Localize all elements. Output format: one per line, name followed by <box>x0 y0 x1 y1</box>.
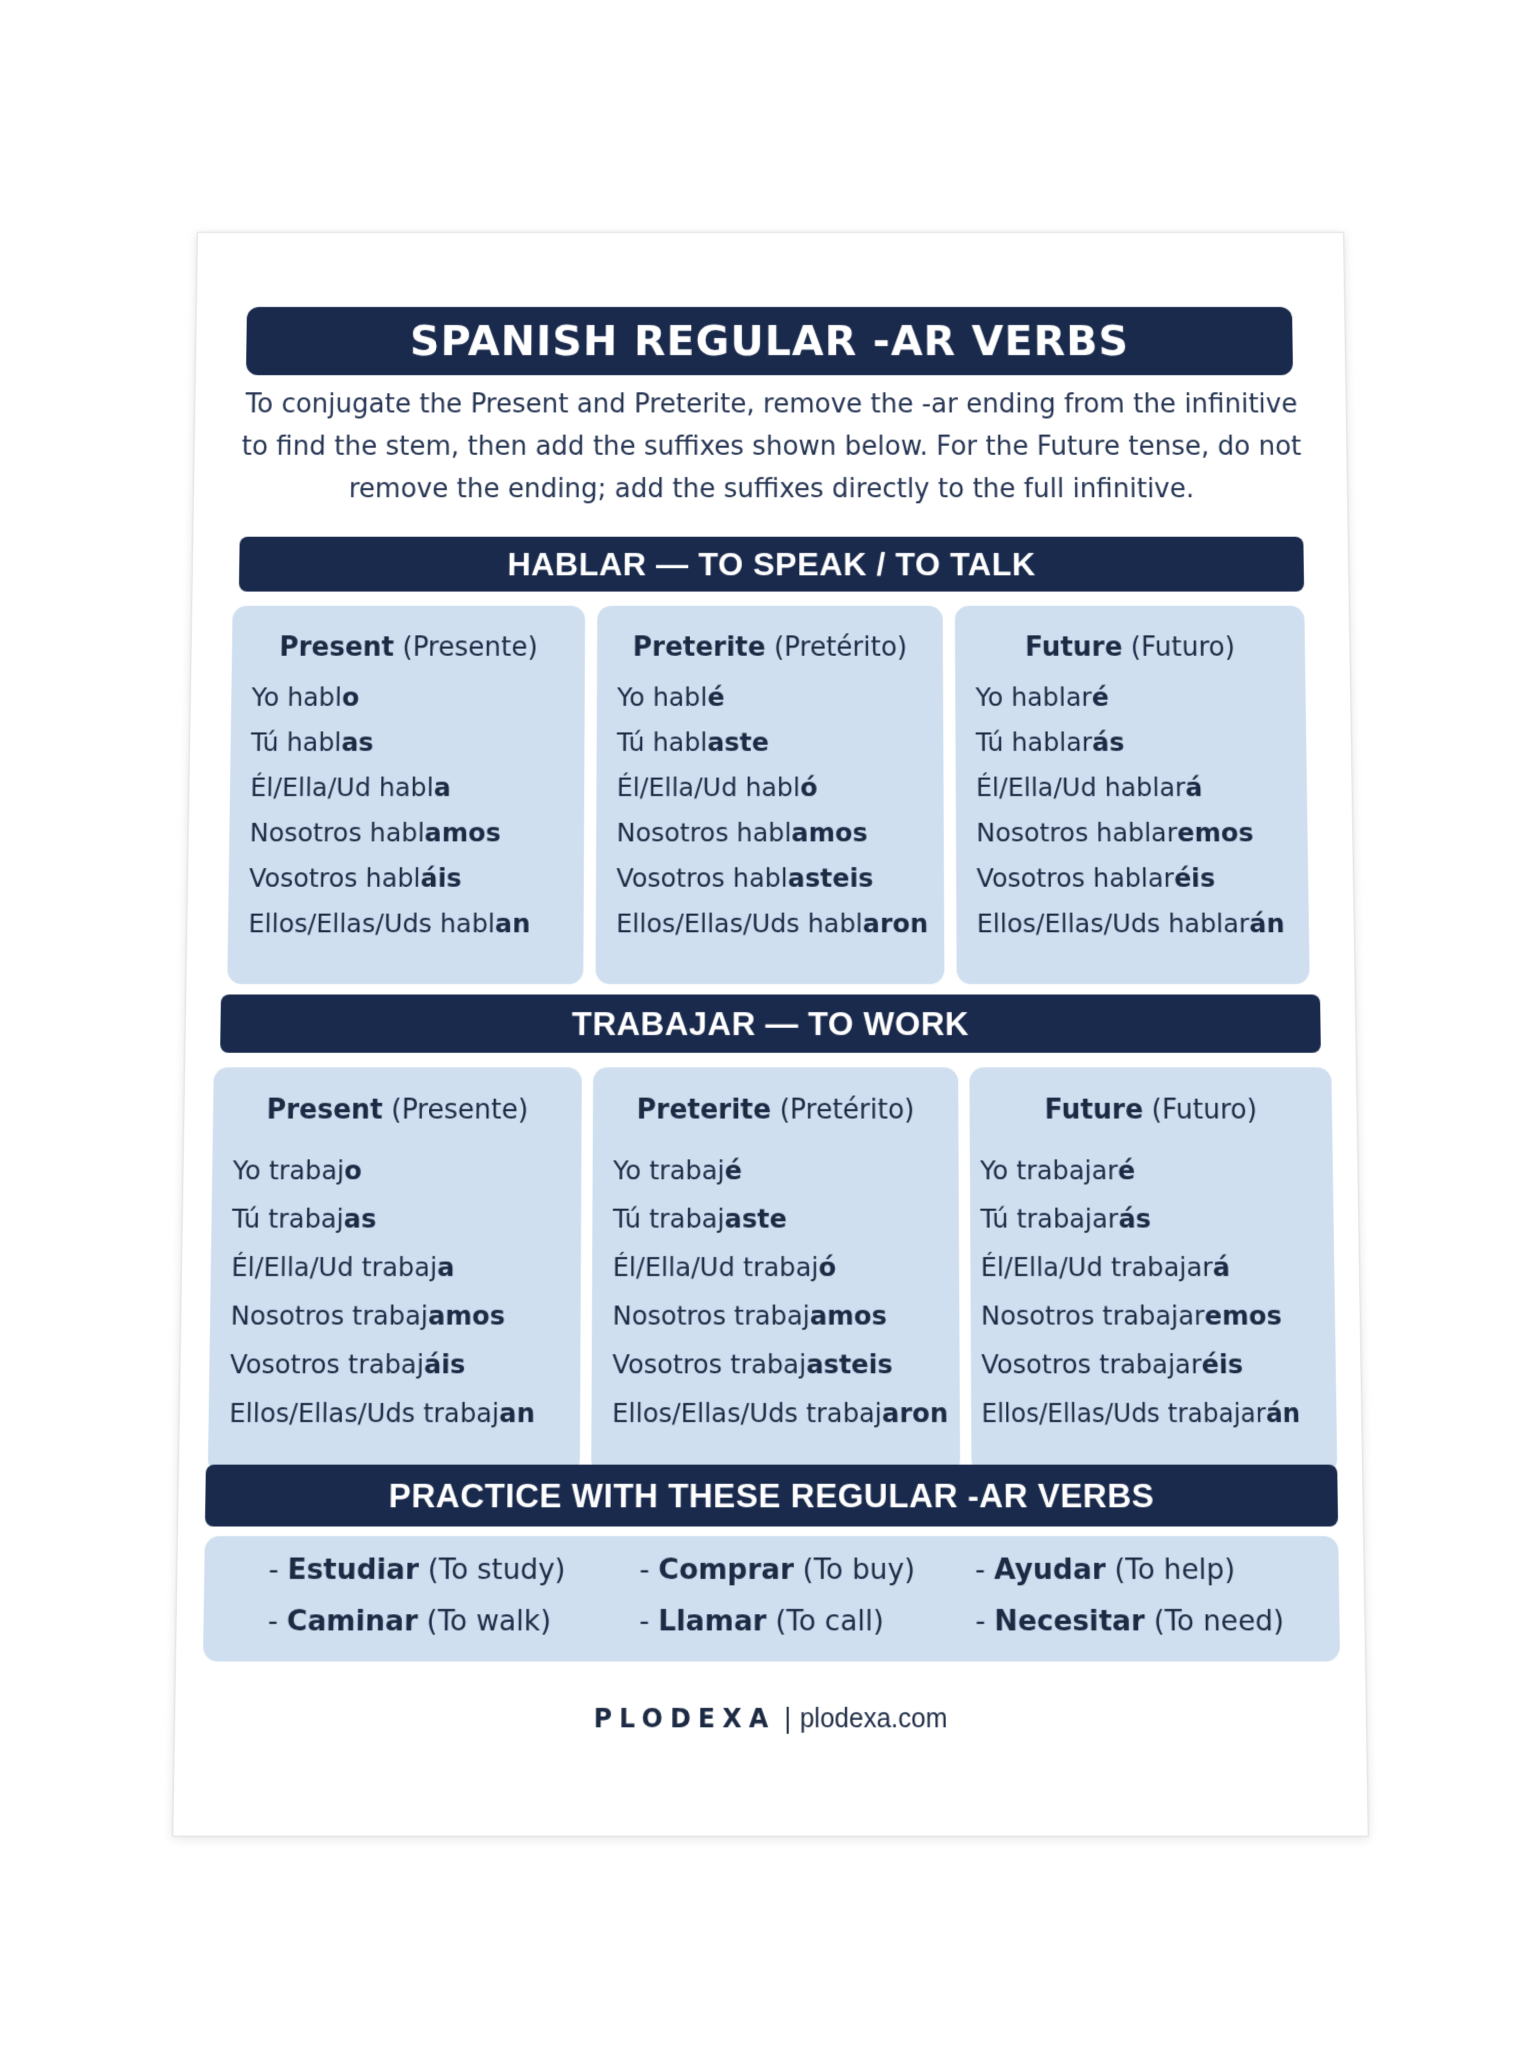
ending: emos <box>1177 817 1254 848</box>
ending: an <box>499 1397 536 1429</box>
ending: aste <box>707 727 769 758</box>
section-title-trabajar: TRABAJAR — TO WORK <box>571 1004 970 1042</box>
conjugation-row <box>617 720 938 765</box>
practice-meaning: (To study) <box>427 1553 566 1587</box>
conjugation-row <box>617 675 937 720</box>
stem: Él/Ella/Ud trabajar <box>980 1251 1214 1283</box>
ending: aron <box>881 1397 949 1429</box>
section-title-practice: PRACTICE WITH THESE REGULAR -AR VERBS <box>388 1475 1155 1515</box>
stem: Nosotros trabaj <box>612 1300 810 1331</box>
conjugation-row <box>976 765 1301 810</box>
ending: é <box>1091 682 1110 712</box>
ending: o <box>344 1155 363 1186</box>
stem: Tú trabajar <box>980 1203 1119 1234</box>
ending: a <box>433 772 452 803</box>
conjugation-row <box>232 1147 575 1195</box>
stem: Yo trabajar <box>980 1155 1119 1186</box>
tense-native-name: (Futuro) <box>1130 632 1236 663</box>
stem: Tú trabaj <box>612 1203 725 1234</box>
stem: Ellos/Ellas/Uds habl <box>616 908 863 939</box>
stem: Tú habl <box>250 727 342 758</box>
section-banner-trabajar <box>220 994 1321 1052</box>
practice-verb: Estudiar <box>287 1553 420 1587</box>
card-trabajar-future <box>969 1067 1337 1474</box>
ending: ás <box>1092 727 1125 758</box>
tense-native-name: (Presente) <box>391 1094 529 1126</box>
conjugation-row <box>981 1243 1329 1291</box>
conjugation-row <box>251 720 579 765</box>
ending: emos <box>1204 1300 1282 1331</box>
practice-item: - Llamar (To call) <box>639 1604 884 1638</box>
tense-heading <box>970 1094 1333 1125</box>
conjugation-row <box>981 1340 1330 1389</box>
conjugation-list <box>229 1147 575 1438</box>
brand-name: PLODEXA <box>593 1703 776 1734</box>
title-banner <box>246 307 1293 375</box>
tense-name: Preterite <box>636 1094 772 1126</box>
practice-item: - Caminar (To walk) <box>267 1604 552 1638</box>
footer <box>175 1704 1366 1735</box>
card-hablar-present <box>227 606 585 984</box>
practice-meaning: (To help) <box>1114 1553 1236 1587</box>
tense-heading <box>593 1094 959 1125</box>
practice-verb-list <box>203 1536 1340 1661</box>
ending: as <box>343 1203 377 1234</box>
stem: Vosotros hablar <box>976 863 1175 893</box>
ending: áis <box>420 863 462 893</box>
practice-meaning: (To need) <box>1153 1604 1285 1638</box>
ending: asteis <box>806 1348 893 1380</box>
conjugation-row <box>613 1195 953 1243</box>
section-banner-practice <box>205 1465 1338 1527</box>
conjugation-row <box>616 856 938 901</box>
tense-native-name: (Pretérito) <box>779 1094 915 1126</box>
practice-item: - Estudiar (To study) <box>268 1553 566 1587</box>
practice-meaning: (To buy) <box>802 1553 916 1587</box>
ending: á <box>1185 772 1203 803</box>
tense-heading <box>232 632 585 663</box>
conjugation-row <box>249 810 578 855</box>
stem: Yo hablar <box>975 682 1092 712</box>
conjugation-row <box>248 901 577 947</box>
ending: á <box>1212 1251 1231 1283</box>
conjugation-row <box>977 901 1303 947</box>
ending: ó <box>818 1251 837 1283</box>
practice-verb: Necesitar <box>994 1604 1145 1638</box>
conjugation-row <box>976 720 1301 765</box>
stem: Vosotros trabajar <box>981 1348 1202 1380</box>
ending: as <box>341 727 374 758</box>
conjugation-row <box>981 1292 1329 1341</box>
stem: Vosotros habl <box>616 863 788 893</box>
intro-paragraph: To conjugate the Present and Preterite, remove the -ar ending from the infinitive to find the stem, then add the suffixes shown below. For the Future tense, do not remove the ending; add the suffixes directly to the full infinitive. <box>241 389 1302 505</box>
conjugation-row <box>612 1389 954 1438</box>
ending: amos <box>424 817 501 848</box>
practice-verb: Comprar <box>658 1553 794 1587</box>
ending: áis <box>423 1348 466 1380</box>
conjugation-row <box>251 675 578 720</box>
stem: Nosotros trabajar <box>980 1300 1205 1331</box>
conjugation-row <box>617 765 938 810</box>
conjugation-row <box>976 810 1302 855</box>
tense-name: Present <box>279 632 395 663</box>
conjugation-list <box>980 1147 1331 1438</box>
conjugation-list <box>612 1147 954 1438</box>
stem: Nosotros trabaj <box>230 1300 429 1331</box>
ending: aste <box>724 1203 787 1234</box>
stem: Ellos/Ellas/Uds trabaj <box>612 1397 883 1429</box>
stem: Tú habl <box>616 727 708 758</box>
ending: ás <box>1118 1203 1152 1234</box>
worksheet-page <box>172 232 1369 1837</box>
stem: Él/Ella/Ud trabaj <box>612 1251 819 1283</box>
stem: Tú trabaj <box>231 1203 344 1234</box>
card-hablar-future <box>955 606 1310 984</box>
practice-meaning: (To walk) <box>426 1604 552 1638</box>
tense-native-name: (Presente) <box>402 632 538 663</box>
stem: Yo habl <box>617 682 708 712</box>
tense-native-name: (Futuro) <box>1151 1094 1258 1126</box>
section-title-hablar: HABLAR — TO SPEAK / TO TALK <box>507 545 1036 582</box>
tense-heading <box>955 632 1305 663</box>
stem: Él/Ella/Ud hablar <box>975 772 1186 803</box>
conjugation-row <box>980 1195 1327 1243</box>
conjugation-row <box>980 1147 1327 1195</box>
practice-item: - Ayudar (To help) <box>975 1553 1236 1587</box>
conjugation-row <box>231 1243 575 1291</box>
conjugation-row <box>612 1340 953 1389</box>
tense-name: Future <box>1024 632 1123 663</box>
practice-item: - Necesitar (To need) <box>975 1604 1285 1638</box>
conjugation-row <box>612 1292 953 1341</box>
stem: Ellos/Ellas/Uds hablar <box>976 908 1250 939</box>
conjugation-row <box>250 765 578 810</box>
footer-separator: | <box>783 1703 792 1734</box>
stem: Yo trabaj <box>613 1155 725 1186</box>
conjugation-row <box>613 1243 953 1291</box>
conjugation-row <box>230 1340 575 1389</box>
tense-name: Preterite <box>632 632 766 663</box>
ending: é <box>1117 1155 1136 1186</box>
ending: o <box>341 682 360 712</box>
stem: Nosotros habl <box>249 817 425 848</box>
ending: éis <box>1173 863 1216 893</box>
card-hablar-preterite <box>596 606 945 984</box>
card-trabajar-present <box>208 1067 582 1474</box>
conjugation-row <box>249 856 578 901</box>
stem: Él/Ella/Ud habl <box>250 772 434 803</box>
stem: Nosotros hablar <box>976 817 1178 848</box>
website-link[interactable]: plodexa.com <box>799 1703 948 1734</box>
conjugation-row <box>230 1292 574 1341</box>
conjugation-row <box>229 1389 574 1438</box>
practice-verb: Ayudar <box>993 1553 1106 1587</box>
stem: Ellos/Ellas/Uds habl <box>248 908 496 939</box>
tense-native-name: (Pretérito) <box>773 632 908 663</box>
practice-item: - Comprar (To buy) <box>639 1553 916 1587</box>
stem: Yo trabaj <box>232 1155 345 1186</box>
conjugation-list <box>616 675 938 947</box>
ending: é <box>707 682 725 712</box>
ending: éis <box>1201 1348 1244 1380</box>
card-trabajar-preterite <box>591 1067 960 1474</box>
ending: an <box>494 908 531 939</box>
ending: amos <box>427 1300 506 1331</box>
ending: án <box>1249 908 1285 939</box>
ending: amos <box>791 817 868 848</box>
conjugation-row <box>976 856 1302 901</box>
conjugation-row <box>616 901 938 947</box>
ending: aron <box>862 908 929 939</box>
stem: Vosotros trabaj <box>612 1348 807 1380</box>
conjugation-row <box>613 1147 953 1195</box>
conjugation-row <box>232 1195 575 1243</box>
conjugation-row <box>616 810 937 855</box>
stem: Él/Ella/Ud habl <box>616 772 801 803</box>
tense-heading <box>597 632 943 663</box>
ending: é <box>724 1155 743 1186</box>
page-title: SPANISH REGULAR -AR VERBS <box>409 316 1130 366</box>
ending: ó <box>800 772 818 803</box>
stem: Vosotros trabaj <box>229 1348 425 1380</box>
tense-name: Future <box>1044 1094 1144 1126</box>
stem: Tú hablar <box>975 727 1093 758</box>
stem: Vosotros habl <box>248 863 421 893</box>
ending: án <box>1265 1398 1301 1429</box>
conjugation-list <box>975 675 1303 947</box>
ending: amos <box>809 1300 887 1331</box>
conjugation-list <box>248 675 579 947</box>
stem: Nosotros habl <box>616 817 792 848</box>
stem: Ellos/Ellas/Uds trabaj <box>229 1397 500 1429</box>
stem: Él/Ella/Ud trabaj <box>231 1251 438 1283</box>
stem: Ellos/Ellas/Uds trabajar <box>981 1398 1267 1429</box>
ending: asteis <box>787 863 874 893</box>
stem: Yo habl <box>251 682 343 712</box>
conjugation-row <box>975 675 1299 720</box>
conjugation-row <box>981 1389 1330 1438</box>
ending: a <box>437 1251 455 1283</box>
tense-heading <box>213 1094 582 1125</box>
practice-meaning: (To call) <box>775 1604 884 1638</box>
practice-verb: Caminar <box>286 1604 418 1638</box>
section-banner-hablar <box>239 537 1304 592</box>
tense-name: Present <box>266 1094 383 1126</box>
practice-verb: Llamar <box>658 1604 767 1638</box>
